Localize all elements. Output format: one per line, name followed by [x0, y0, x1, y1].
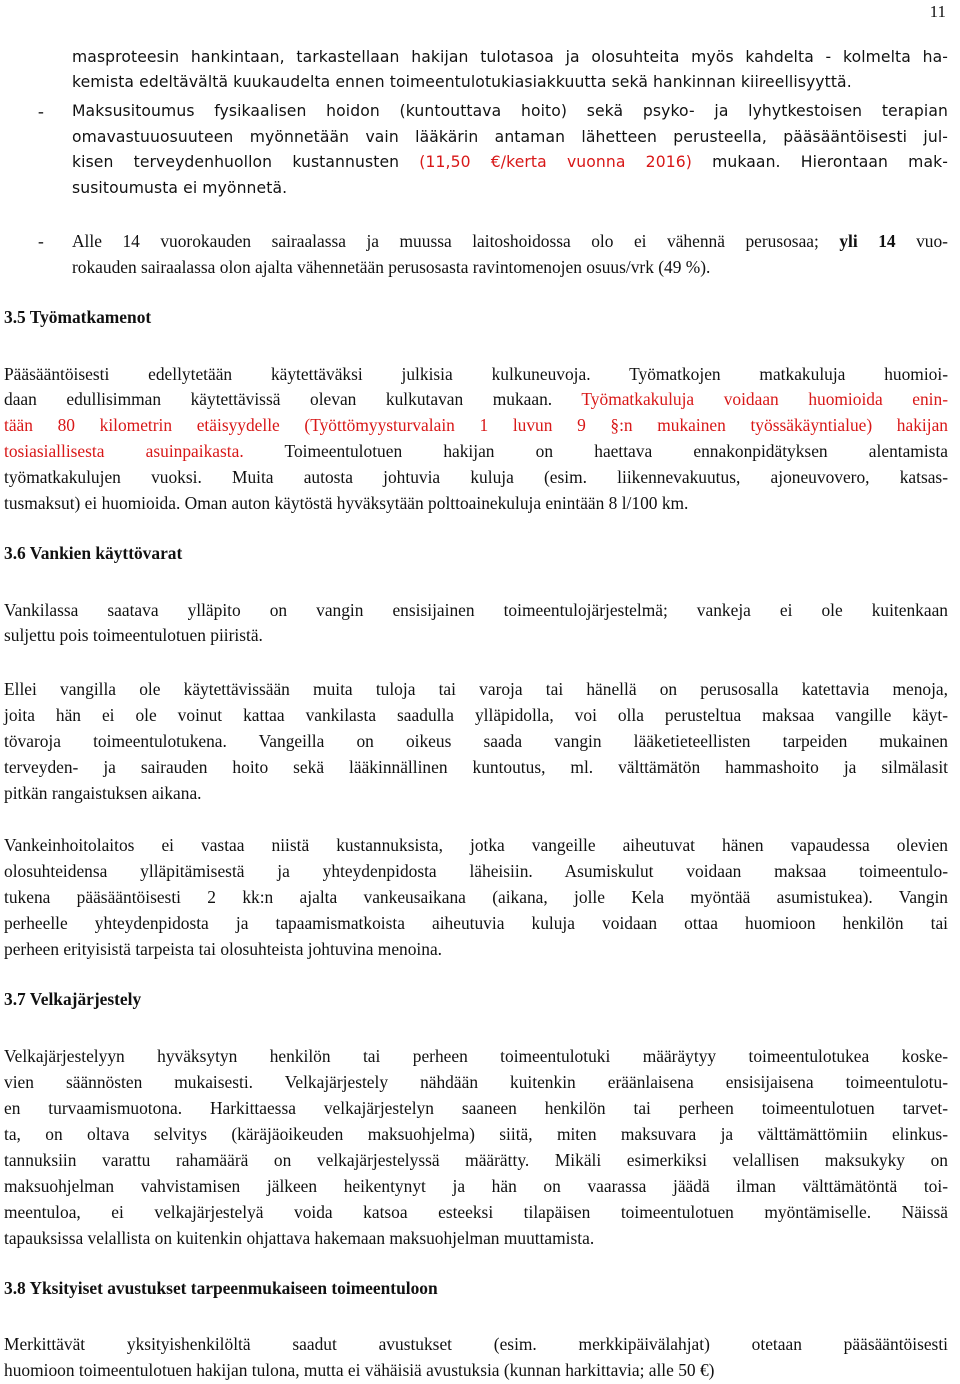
text-line: Vankeinhoitolaitos ei vastaa niistä kustannuksista, jotka vangeille aiheutuvat hänen vapaudessa olevien [4, 835, 948, 855]
text-line: terveyden- ja sairauden hoito sekä lääkinnällinen kuntoutus, ml. välttämätön hammashoito ja silmälasit [4, 757, 948, 777]
bold-text: yli 14 [839, 231, 896, 251]
text-line: joita hän ei ole voinut kattaa vankilasta saadulla ylläpidolla, voi olla perusteltua maksaa vangille käyt- [4, 705, 948, 725]
section-heading-3-7: 3.7 Velkajärjestely [4, 989, 142, 1009]
text-line: Pääsääntöisesti edellytetään käytettäväksi julkisia kulkuneuvoja. Työmatkojen matkakuluja huomioi- [4, 364, 948, 384]
text-line: tövaroja toimeentulotukena. Vangeilla on oikeus saada vangin lääketieteellisten tarpeiden mukainen [4, 731, 948, 751]
text-line: tään 80 kilometrin etäisyydelle (Työttömyysturvalain 1 luvun 9 §:n mukainen työssäkäyntialue) hakijan [4, 415, 948, 435]
text-line: kemista edeltävältä kuukaudelta ennen toimeentulotukiasiakkuutta sekä hankinnan kiireellisyyttä. [72, 73, 852, 91]
text-line: ta, on oltava selvitys (käräjäoikeuden maksuohjelma) siitä, miten maksuvara ja välttämättömiin elinkus- [4, 1124, 948, 1144]
highlighted-text: Työmatkakuluja voidaan huomioida enin- [581, 389, 948, 409]
text-line: Merkittävät yksityishenkilöltä saadut avustukset (esim. merkkipäivälahjat) otetaan pääsääntöisesti [4, 1334, 948, 1354]
text-line: omavastuuosuuteen myönnetään vain lääkärin antaman lähetteen perusteella, pääsääntöisesti jul- [72, 128, 948, 146]
highlighted-amount: (11,50 €/kerta vuonna 2016) [419, 153, 692, 171]
text-line: tukena pääsääntöisesti 2 kk:n ajalta vankeusaikana (aikana, jolle Kela myöntää asumistukea). Vangin [4, 887, 948, 907]
section-heading-3-8: 3.8 Yksityiset avustukset tarpeenmukaiseen toimeentuloon [4, 1278, 438, 1298]
text-line: Ellei vangilla ole käytettävissään muita tuloja tai varoja tai hänellä on perusosalla katettavia menoja, [4, 679, 948, 699]
text-line [4, 440, 948, 462]
text-line: en turvaamismuotona. Harkittaessa velkajärjestelyn saaneen henkilön tai perheen toimeentulotuen tarvet- [4, 1098, 948, 1118]
bullet-dash: - [38, 101, 44, 121]
text-line: tannuksiin varattu rahamäärä on velkajärjestelyssä määrätty. Mikäli esimerkiksi velallisen maksukyky on [4, 1150, 948, 1170]
text-span: mukaan. Hierontaan mak- [691, 153, 948, 171]
text-line: maksuohjelman vahvistamisen jälkeen heikentynyt ja hän on vaarassa jäädä ilman välttämätöntä toi- [4, 1176, 948, 1196]
text-line: Velkajärjestelyyn hyväksytyn henkilön tai perheen toimeentulotuki määräytyy toimeentulotukea koske- [4, 1046, 948, 1066]
text-span: kisen terveydenhuollon kustannusten [72, 153, 420, 171]
text-line: olosuhteidensa ylläpitämisestä ja yhteydenpidosta läheisiin. Asumiskulut voidaan maksaa toimeentulo- [4, 861, 948, 881]
text-line: huomioon toimeentulotuen hakijan tulona, mutta ei vähäisiä avustuksia (kunnan harkittavia; alle 50 €) [4, 1360, 715, 1380]
text-line: suljettu pois toimeentulotuen piiristä. [4, 625, 263, 645]
text-line: pitkän rangaistuksen aikana. [4, 783, 202, 803]
text-line: työmatkakulujen vuoksi. Muita autosta johtuvia kuluja (esim. liikennevakuutus, ajoneuvovero, katsas- [4, 467, 948, 487]
text-line: perheen erityisistä tarpeista tai olosuhteista johtuvina menoina. [4, 939, 443, 959]
text-line: vien säännösten mukaisesti. Velkajärjestely nähdään kuitenkin eräänlaisena ensisijaisena toimeentulotu- [4, 1072, 948, 1092]
text-line: masproteesin hankintaan, tarkastellaan hakijan tulotasoa ja olosuhteita myös kahdelta - kolmelta ha- [72, 48, 948, 66]
text-line: susitoumusta ei myönnetä. [72, 179, 288, 197]
text-line: perheelle yhteydenpidosta ja tapaamismatkoista aiheutuvia kuluja voidaan ottaa huomioon henkilön tai [4, 913, 948, 933]
section-heading-3-5: 3.5 Työmatkamenot [4, 307, 152, 327]
text-line: Vankilassa saatava ylläpito on vangin ensisijainen toimeentulojärjestelmä; vankeja ei ole kuitenkaan [4, 600, 948, 620]
highlighted-text: tosiasiallisesta asuinpaikasta. [4, 441, 244, 461]
text-span: vuo- [895, 231, 948, 251]
text-line: rokauden sairaalassa olon ajalta vähennetään perusosasta ravintomenojen osuus/vrk (49 %). [72, 257, 711, 277]
text-span: Toimeentulotuen hakijan on haettava ennakonpidätyksen alentamista [243, 441, 948, 461]
text-line: Maksusitoumus fysikaalisen hoidon (kuntouttava hoito) sekä psyko- ja lyhytkestoisen terapian [72, 102, 948, 120]
text-line [72, 151, 948, 173]
text-line: tapauksissa velallista on kuitenkin ohjattava hakemaan maksuohjelman muuttamista. [4, 1228, 595, 1248]
bullet-dash: - [38, 231, 44, 251]
text-span: Alle 14 vuorokauden sairaalassa ja muussa laitoshoidossa olo ei vähennä perusosaa; [72, 231, 840, 251]
text-line: tusmaksut) ei huomioida. Oman auton käytöstä hyväksytään polttoainekuluja enintään 8 l/100 km. [4, 493, 689, 513]
text-line [4, 388, 948, 410]
text-line [72, 230, 948, 252]
text-line: meentuloa, ei velkajärjestelyä voida katsoa esteeksi tilapäisen toimeentulotuen myöntämiselle. Näissä [4, 1202, 948, 1222]
page-number: 11 [929, 2, 946, 21]
section-heading-3-6: 3.6 Vankien käyttövarat [4, 543, 183, 563]
text-span: daan edullisimman käytettävissä olevan kulkutavan mukaan. [4, 389, 582, 409]
